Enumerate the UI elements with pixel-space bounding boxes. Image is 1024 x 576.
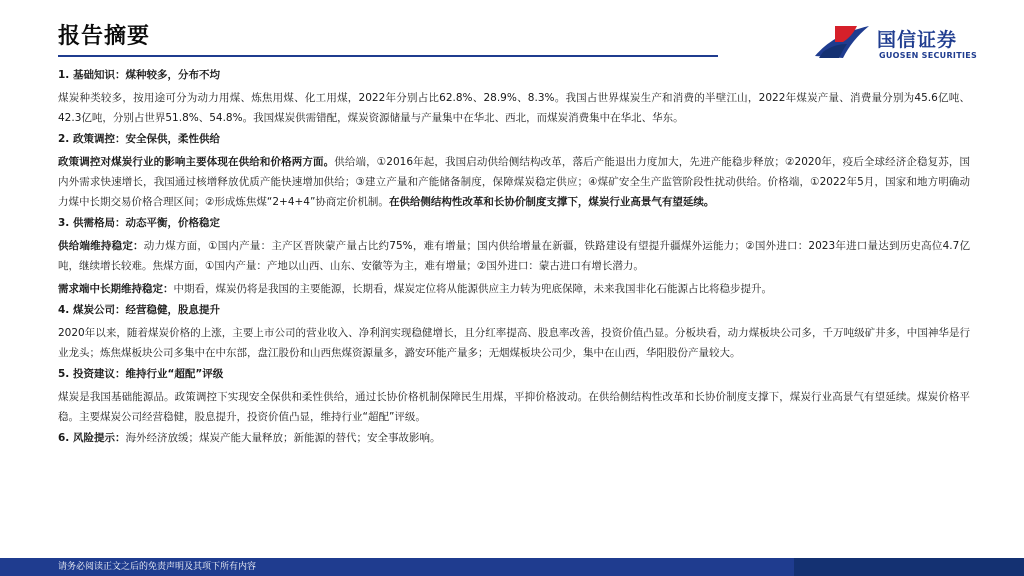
section-paragraph xyxy=(58,152,970,212)
text-run: 中期看，煤炭仍将是我国的主要能源，长期看，煤炭定位将从能源供应主力转为兜底保障，未来我国非化石能源占比将稳步提升。 xyxy=(173,283,772,295)
text-run: 供给端，①2016年起，我国启动供给侧结构改革，落后产能退出力度加大，先进产能稳步释放；②2020年，疫后全球经济企稳复苏，国内外需求快速增长，我国通过核增释放优质产能快速增加供给；③建立产量和产能储备制度，保障煤炭稳定供应；④煤矿安全生产监管阶段性扰动供给。价格端，①2022年5月，国家和地方明确动力煤中长期交易价格合理区间；②形成炼焦煤“2+4+4”协商定价机制。 xyxy=(58,156,970,208)
guosen-logo-icon xyxy=(813,22,871,60)
bold-text-run: 供给端维持稳定： xyxy=(58,240,144,252)
footer-disclaimer: 请务必阅读正文之后的免责声明及其项下所有内容 xyxy=(58,562,257,572)
section-paragraph xyxy=(58,279,970,299)
text-run: 煤炭种类较多，按用途可分为动力用煤、炼焦用煤、化工用煤，2022年分别占比62.8%、28.9%、8.3%。我国占世界煤炭生产和消费的半壁江山，2022年煤炭产量、消费量分别为45.6亿吨、42.3亿吨，分别占世界51.8%、54.8%。我国煤炭供需错配，煤炭资源储量与产量集中在华北、西北，而煤炭消费集中在华北、华东。 xyxy=(58,92,970,124)
title-underline xyxy=(58,55,718,57)
bold-text-run: 需求端中长期维持稳定： xyxy=(58,283,174,295)
text-run: 煤炭是我国基础能源品。政策调控下实现安全保供和柔性供给，通过长协价格机制保障民生用煤，平抑价格波动。在供给侧结构性改革和长协价制度支撑下，煤炭行业高景气有望延续。煤炭价格平稳。主要煤炭公司经营稳健，股息提升，投资价值凸显，维持行业“超配”评级。 xyxy=(58,391,970,423)
text-run: 2020年以来，随着煤炭价格的上涨，主要上市公司的营业收入、净利润实现稳健增长，且分红率提高、股息率改善，投资价值凸显。分板块看，动力煤板块公司多，千万吨级矿井多，中国神华是行业龙头；炼焦煤板块公司多集中在中东部，盘江股份和山西焦煤资源量多，潞安环能产量多；无烟煤板块公司少，集中在山西，华阳股份产量较大。 xyxy=(58,327,970,359)
brand-logo[interactable] xyxy=(813,22,1013,64)
section-heading-text: 3. 供需格局：动态平衡，价格稳定 xyxy=(58,217,220,229)
footer-bar xyxy=(0,558,1024,576)
section-heading xyxy=(58,213,970,233)
section-paragraph xyxy=(58,236,970,276)
section-heading xyxy=(58,300,970,320)
section-heading-text: 4. 煤炭公司：经营稳健，股息提升 xyxy=(58,304,220,316)
section-heading-text: 1. 基础知识：煤种较多，分布不均 xyxy=(58,69,220,81)
page-title: 报告摘要 xyxy=(58,24,151,49)
summary-content xyxy=(58,64,970,448)
section-heading-tail: 海外经济放缓；煤炭产能大量释放；新能源的替代；安全事故影响。 xyxy=(125,432,441,444)
footer-accent xyxy=(794,558,1024,576)
logo-text-cn: 国信证券 xyxy=(877,29,958,51)
section-heading xyxy=(58,428,970,448)
section-paragraph xyxy=(58,387,970,427)
report-header xyxy=(0,0,1024,62)
text-run: 动力煤方面，①国内产量：主产区晋陕蒙产量占比约75%，难有增量；国内供给增量在新疆，铁路建设有望提升疆煤外运能力；②国外进口：2023年进口量达到历史高位4.7亿吨，继续增长较难。焦煤方面，①国内产量：产地以山西、山东、安徽等为主，难有增量；②国外进口：蒙古进口有增长潜力。 xyxy=(58,240,971,272)
section-heading-text: 5. 投资建议：维持行业“超配”评级 xyxy=(58,368,224,380)
section-heading-text: 2. 政策调控：安全保供，柔性供给 xyxy=(58,133,220,145)
section-heading-text: 6. 风险提示： xyxy=(58,432,126,444)
section-paragraph xyxy=(58,323,970,363)
bold-text-run: 在供给侧结构性改革和长协价制度支撑下，煤炭行业高景气有望延续。 xyxy=(388,196,715,208)
bold-text-run: 政策调控对煤炭行业的影响主要体现在供给和价格两方面。 xyxy=(58,156,335,168)
section-paragraph xyxy=(58,88,970,128)
section-heading xyxy=(58,129,970,149)
section-heading xyxy=(58,65,970,85)
section-heading xyxy=(58,364,970,384)
logo-text-en: GUOSEN SECURITIES xyxy=(879,51,978,60)
